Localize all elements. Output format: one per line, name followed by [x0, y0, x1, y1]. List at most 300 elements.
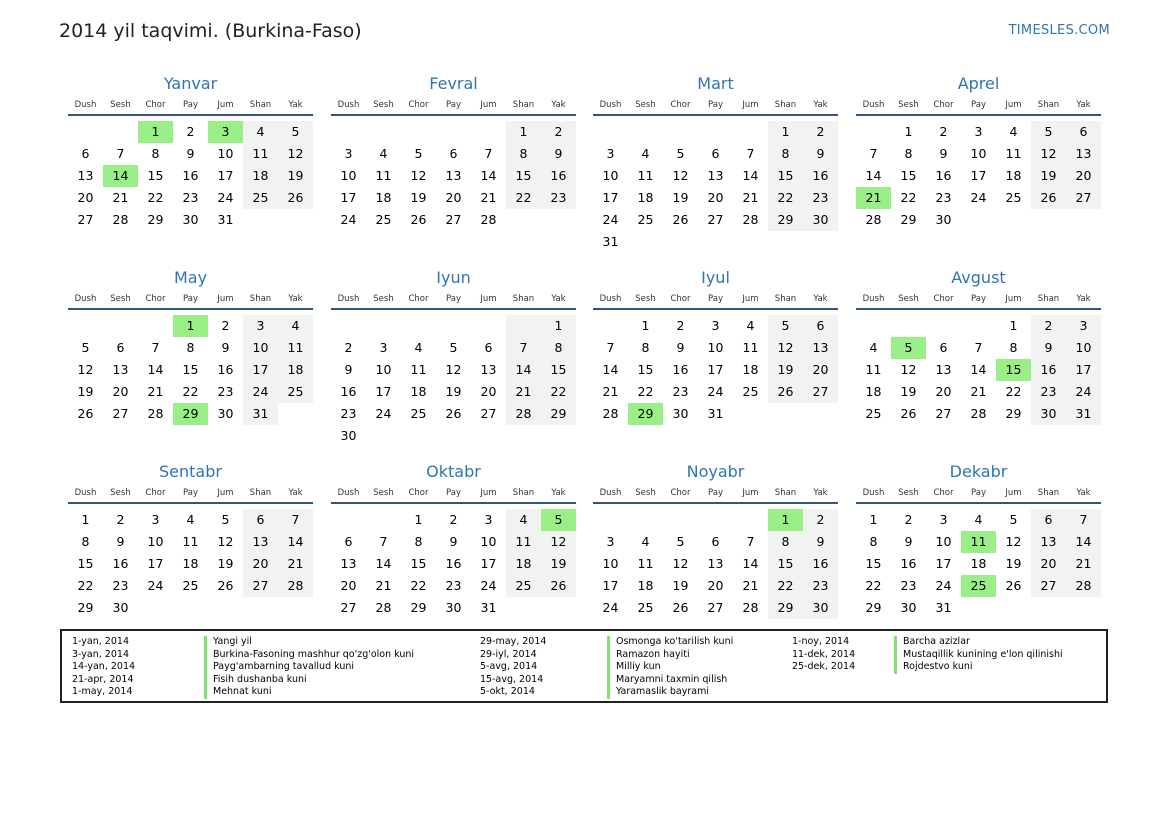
day-cell: 21 [278, 553, 313, 575]
day-cell: 28 [742, 212, 759, 227]
month-name: May [173, 268, 208, 287]
weekday-label: Sesh [110, 100, 131, 110]
day-cell: 23 [182, 190, 199, 205]
empty-cell [1066, 597, 1101, 619]
day-cell: 25 [375, 212, 392, 227]
week-row [331, 187, 576, 209]
week-row [593, 143, 838, 165]
day-cell: 2 [803, 121, 838, 143]
month-iyun [331, 268, 576, 447]
day-cell: 4 [641, 534, 650, 549]
weekday-label: Pay [183, 100, 198, 110]
day-cell: 18 [278, 359, 313, 381]
header-divider [331, 502, 576, 504]
weekday-label: Shan [774, 488, 797, 498]
weekday-label: Sesh [635, 294, 656, 304]
weekday-label: Pay [446, 100, 461, 110]
day-cell: 31 [243, 403, 278, 425]
day-cell: 10 [970, 146, 987, 161]
day-cell: 12 [1031, 143, 1066, 165]
day-cell: 7 [278, 509, 313, 531]
day-cell: 23 [112, 578, 129, 593]
day-cell: 26 [768, 381, 803, 403]
week-row [856, 337, 1101, 359]
day-cell: 9 [116, 534, 125, 549]
day-cell: 15 [77, 556, 94, 571]
week-row [68, 403, 313, 425]
day-cell: 19 [445, 384, 462, 399]
week-row [331, 315, 576, 337]
legend-date: 25-dek, 2014 [792, 661, 856, 672]
weekday-label: Pay [971, 488, 986, 498]
empty-cell [401, 315, 436, 337]
empty-cell [506, 315, 541, 337]
day-cell: 25 [410, 406, 427, 421]
day-cell: 11 [375, 168, 392, 183]
weekday-label: Shan [249, 100, 272, 110]
day-cell: 18 [182, 556, 199, 571]
weekday-label: Jum [480, 294, 497, 304]
weekday-label: Sesh [373, 294, 394, 304]
day-cell: 7 [484, 146, 493, 161]
weekday-label: Dush [599, 488, 622, 498]
day-cell: 28 [112, 212, 129, 227]
month-mart [593, 74, 838, 253]
day-cell: 12 [900, 362, 917, 377]
day-cell: 10 [217, 146, 234, 161]
weekday-label: Jum [480, 100, 497, 110]
week-row [331, 509, 576, 531]
day-cell: 5 [768, 315, 803, 337]
day-cell: 11 [742, 340, 759, 355]
day-cell: 22 [410, 578, 427, 593]
empty-cell [593, 315, 628, 337]
day-cell: 4 [746, 318, 755, 333]
day-cell: 13 [1066, 143, 1101, 165]
day-cell: 3 [711, 318, 720, 333]
day-cell: 19 [410, 190, 427, 205]
day-cell: 29 [900, 212, 917, 227]
empty-cell [173, 597, 208, 619]
week-row [593, 403, 838, 425]
month-name: Mart [697, 74, 734, 93]
day-cell: 9 [803, 143, 838, 165]
day-cell: 21 [1066, 553, 1101, 575]
day-cell: 2 [904, 512, 913, 527]
legend-holiday-name: Rojdestvo kuni [894, 661, 973, 674]
day-cell: 9 [939, 146, 948, 161]
week-row [856, 143, 1101, 165]
site-link[interactable]: TIMESLES.COM [1008, 23, 1110, 38]
day-cell: 16 [340, 384, 357, 399]
week-row [331, 381, 576, 403]
day-cell: 20 [112, 384, 129, 399]
empty-cell [506, 597, 541, 619]
day-cell: 4 [869, 340, 878, 355]
day-cell: 11 [243, 143, 278, 165]
day-cell: 18 [375, 190, 392, 205]
empty-cell [506, 209, 541, 231]
legend-holiday-name: Fisih dushanba kuni [204, 674, 307, 687]
legend-date: 1-yan, 2014 [72, 636, 129, 647]
weekday-label: Pay [183, 488, 198, 498]
day-cell: 14 [602, 362, 619, 377]
week-row [68, 315, 313, 337]
empty-cell [541, 209, 576, 231]
day-cell: 2 [221, 318, 230, 333]
day-cell: 30 [217, 406, 234, 421]
day-cell: 7 [606, 340, 615, 355]
day-cell: 4 [186, 512, 195, 527]
day-cell: 21 [970, 384, 987, 399]
empty-cell [961, 597, 996, 619]
day-cell: 12 [445, 362, 462, 377]
empty-cell [628, 231, 663, 253]
day-cell: 2 [1031, 315, 1066, 337]
day-cell: 18 [243, 165, 278, 187]
day-cell: 8 [186, 340, 195, 355]
week-row [68, 143, 313, 165]
day-cell: 27 [243, 575, 278, 597]
weekday-label: Shan [774, 294, 797, 304]
empty-cell [996, 209, 1031, 231]
weekday-label: Jum [742, 488, 759, 498]
week-row [331, 553, 576, 575]
day-cell: 15 [147, 168, 164, 183]
day-cell: 6 [81, 146, 90, 161]
day-cell: 27 [1066, 187, 1101, 209]
weekday-label: Dush [74, 294, 97, 304]
day-cell: 20 [707, 190, 724, 205]
day-cell: 23 [340, 406, 357, 421]
day-cell: 9 [676, 340, 685, 355]
day-cell: 13 [707, 168, 724, 183]
day-cell: 26 [1031, 187, 1066, 209]
weekday-label: Sesh [373, 488, 394, 498]
day-cell: 8 [641, 340, 650, 355]
day-cell: 12 [541, 531, 576, 553]
day-cell: 17 [375, 384, 392, 399]
week-row [593, 121, 838, 143]
day-cell: 16 [1031, 359, 1066, 381]
weekday-label: Chor [933, 294, 954, 304]
day-cell: 10 [707, 340, 724, 355]
day-cell: 2 [186, 124, 195, 139]
day-cell: 8 [1009, 340, 1018, 355]
day-cell: 8 [151, 146, 160, 161]
day-cell: 3 [939, 512, 948, 527]
day-cell: 7 [746, 534, 755, 549]
day-cell: 22 [147, 190, 164, 205]
day-cell: 20 [77, 190, 94, 205]
month-may [68, 268, 313, 425]
weekday-header [856, 96, 1101, 114]
day-cell: 1 [414, 512, 423, 527]
day-cell: 1 [641, 318, 650, 333]
day-cell: 6 [484, 340, 493, 355]
day-cell: 5 [278, 121, 313, 143]
weekday-label: Sesh [110, 488, 131, 498]
week-row [593, 337, 838, 359]
day-cell: 3 [974, 124, 983, 139]
day-cell: 15 [182, 362, 199, 377]
day-cell: 15 [865, 556, 882, 571]
weekday-label: Jum [1005, 100, 1022, 110]
day-cell: 17 [970, 168, 987, 183]
day-cell: 7 [379, 534, 388, 549]
day-cell: 22 [900, 190, 917, 205]
day-cell: 6 [344, 534, 353, 549]
day-cell: 6 [243, 509, 278, 531]
day-cell: 23 [1031, 381, 1066, 403]
day-cell: 13 [445, 168, 462, 183]
day-cell: 4 [278, 315, 313, 337]
week-row [331, 121, 576, 143]
day-cell: 23 [803, 575, 838, 597]
weekday-label: Shan [1037, 294, 1060, 304]
legend-date: 3-yan, 2014 [72, 648, 129, 660]
day-cell: 4 [506, 509, 541, 531]
day-cell: 2 [676, 318, 685, 333]
day-cell: 17 [935, 556, 952, 571]
holiday-day-cell: 14 [103, 165, 138, 187]
weekday-label: Yak [813, 294, 828, 304]
day-cell: 26 [217, 578, 234, 593]
day-cell: 30 [445, 600, 462, 615]
day-cell: 10 [1066, 337, 1101, 359]
legend-holiday-name: Mehnat kuni [204, 686, 272, 699]
weekday-label: Dush [862, 294, 885, 304]
day-cell: 5 [414, 146, 423, 161]
header-divider [856, 114, 1101, 116]
day-cell: 29 [77, 600, 94, 615]
day-cell: 27 [707, 600, 724, 615]
day-cell: 4 [974, 512, 983, 527]
day-cell: 15 [900, 168, 917, 183]
day-cell: 8 [869, 534, 878, 549]
day-cell: 16 [803, 165, 838, 187]
holiday-day-cell: 29 [628, 403, 663, 425]
day-cell: 13 [243, 531, 278, 553]
weekday-label: Sesh [110, 294, 131, 304]
weekday-label: Yak [551, 100, 566, 110]
weekday-label: Shan [512, 488, 535, 498]
week-row [331, 425, 576, 447]
header-divider [856, 502, 1101, 504]
week-row [68, 121, 313, 143]
month-name: Aprel [957, 74, 1000, 93]
day-cell: 6 [449, 146, 458, 161]
weekday-label: Chor [933, 488, 954, 498]
day-cell: 22 [637, 384, 654, 399]
empty-cell [243, 209, 278, 231]
day-cell: 30 [803, 597, 838, 619]
legend-holiday-name: Maryamni taxmin qilish [607, 674, 727, 687]
week-row [68, 509, 313, 531]
day-cell: 7 [974, 340, 983, 355]
day-cell: 20 [1031, 553, 1066, 575]
month-dekabr [856, 462, 1101, 619]
day-cell: 13 [707, 556, 724, 571]
legend-holiday-name: Ramazon hayiti [607, 649, 690, 662]
day-cell: 24 [340, 212, 357, 227]
day-cell: 28 [147, 406, 164, 421]
day-cell: 22 [77, 578, 94, 593]
weekday-label: Jum [217, 488, 234, 498]
day-cell: 25 [637, 212, 654, 227]
week-row [856, 553, 1101, 575]
weekday-label: Shan [512, 100, 535, 110]
day-cell: 14 [1066, 531, 1101, 553]
day-cell: 18 [1005, 168, 1022, 183]
day-cell: 17 [243, 359, 278, 381]
week-row [593, 381, 838, 403]
day-cell: 31 [480, 600, 497, 615]
month-sentabr [68, 462, 313, 619]
empty-cell [471, 315, 506, 337]
holiday-legend [60, 629, 1108, 703]
day-cell: 20 [1066, 165, 1101, 187]
day-cell: 16 [445, 556, 462, 571]
day-cell: 25 [865, 406, 882, 421]
weekday-label: Dush [74, 100, 97, 110]
weekday-header [593, 96, 838, 114]
empty-cell [366, 425, 401, 447]
legend-date: 21-apr, 2014 [72, 673, 134, 685]
day-cell: 7 [869, 146, 878, 161]
day-cell: 15 [541, 359, 576, 381]
day-cell: 24 [217, 190, 234, 205]
day-cell: 25 [1005, 190, 1022, 205]
empty-cell [733, 403, 768, 425]
weekday-header [331, 96, 576, 114]
weekday-label: Yak [288, 488, 303, 498]
weekday-header [68, 96, 313, 114]
empty-cell [663, 121, 698, 143]
day-cell: 3 [379, 340, 388, 355]
holiday-day-cell: 1 [173, 315, 208, 337]
empty-cell [68, 315, 103, 337]
empty-cell [541, 597, 576, 619]
day-cell: 26 [77, 406, 94, 421]
week-row [593, 187, 838, 209]
day-cell: 18 [506, 553, 541, 575]
empty-cell [663, 509, 698, 531]
month-name: Iyun [436, 268, 471, 287]
day-cell: 11 [637, 556, 654, 571]
day-cell: 30 [340, 428, 357, 443]
weekday-label: Chor [145, 294, 166, 304]
day-cell: 27 [707, 212, 724, 227]
empty-cell [698, 121, 733, 143]
day-cell: 7 [116, 146, 125, 161]
empty-cell [138, 315, 173, 337]
day-cell: 29 [1005, 406, 1022, 421]
day-cell: 24 [243, 381, 278, 403]
day-cell: 22 [182, 384, 199, 399]
day-cell: 11 [637, 168, 654, 183]
day-cell: 25 [278, 381, 313, 403]
weekday-label: Sesh [635, 100, 656, 110]
day-cell: 3 [344, 146, 353, 161]
empty-cell [436, 425, 471, 447]
empty-cell [1031, 209, 1066, 231]
day-cell: 21 [742, 190, 759, 205]
day-cell: 1 [81, 512, 90, 527]
day-cell: 22 [865, 578, 882, 593]
weekday-label: Yak [551, 488, 566, 498]
day-cell: 10 [340, 168, 357, 183]
empty-cell [506, 425, 541, 447]
weekday-header [856, 290, 1101, 308]
weekday-label: Dush [599, 100, 622, 110]
day-cell: 16 [935, 168, 952, 183]
weekday-label: Dush [862, 100, 885, 110]
empty-cell [733, 231, 768, 253]
month-name: Avgust [951, 268, 1006, 287]
weekday-header [331, 290, 576, 308]
day-cell: 9 [541, 143, 576, 165]
week-row [593, 597, 838, 619]
day-cell: 15 [410, 556, 427, 571]
day-cell: 22 [1005, 384, 1022, 399]
day-cell: 9 [186, 146, 195, 161]
day-cell: 3 [1066, 315, 1101, 337]
day-cell: 9 [449, 534, 458, 549]
empty-cell [961, 315, 996, 337]
weekday-header [593, 290, 838, 308]
day-cell: 23 [935, 190, 952, 205]
week-row [68, 359, 313, 381]
weekday-label: Chor [670, 294, 691, 304]
day-cell: 13 [77, 168, 94, 183]
day-cell: 18 [865, 384, 882, 399]
day-cell: 14 [742, 556, 759, 571]
day-cell: 19 [278, 165, 313, 187]
day-cell: 31 [217, 212, 234, 227]
day-cell: 24 [147, 578, 164, 593]
weekday-label: Shan [1037, 100, 1060, 110]
day-cell: 8 [506, 143, 541, 165]
day-cell: 26 [541, 575, 576, 597]
day-cell: 26 [410, 212, 427, 227]
day-cell: 10 [375, 362, 392, 377]
weekday-header [68, 484, 313, 502]
day-cell: 11 [278, 337, 313, 359]
week-row [856, 381, 1101, 403]
day-cell: 24 [935, 578, 952, 593]
weekday-label: Sesh [373, 100, 394, 110]
day-cell: 28 [742, 600, 759, 615]
weekday-label: Pay [446, 294, 461, 304]
weekday-label: Yak [1076, 100, 1091, 110]
day-cell: 12 [77, 362, 94, 377]
legend-date: 5-okt, 2014 [480, 686, 535, 697]
day-cell: 5 [221, 512, 230, 527]
day-cell: 26 [445, 406, 462, 421]
day-cell: 29 [865, 600, 882, 615]
day-cell: 6 [939, 340, 948, 355]
legend-holiday-name: Barcha azizlar [894, 636, 970, 649]
holiday-day-cell: 15 [996, 359, 1031, 381]
day-cell: 10 [147, 534, 164, 549]
day-cell: 6 [803, 315, 838, 337]
legend-date: 11-dek, 2014 [792, 648, 856, 660]
day-cell: 29 [768, 209, 803, 231]
weekday-label: Jum [742, 100, 759, 110]
month-name: Noyabr [686, 462, 745, 481]
weekday-header [593, 484, 838, 502]
